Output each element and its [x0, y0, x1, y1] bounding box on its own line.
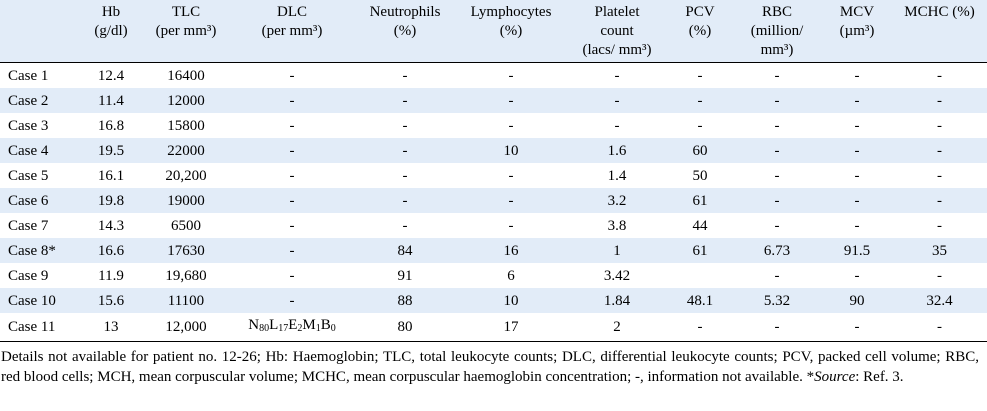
- dlc-formula-subscript: 2: [297, 323, 303, 334]
- table-cell: -: [230, 213, 354, 238]
- column-header-line: DLC: [277, 4, 307, 20]
- table-cell: -: [456, 163, 566, 188]
- column-header-line: [2, 22, 78, 41]
- table-cell: -: [822, 113, 892, 138]
- dlc-formula-letter: N: [248, 317, 260, 333]
- table-cell: -: [456, 213, 566, 238]
- table-cell: -: [822, 88, 892, 113]
- column-header-line: Lymphocytes: [470, 4, 552, 20]
- table-cell: -: [354, 138, 456, 163]
- table-cell: 12,000: [142, 313, 230, 342]
- table-header-row: [0, 0, 987, 63]
- table-cell: -: [892, 213, 987, 238]
- table-cell: 16: [456, 238, 566, 263]
- table-row: [0, 113, 987, 138]
- column-header-line: [458, 41, 564, 60]
- table-cell: 61: [668, 238, 732, 263]
- dlc-formula-subscript: 1: [315, 323, 321, 334]
- table-row: [0, 288, 987, 313]
- table-cell: 60: [668, 138, 732, 163]
- table-cell: 3.42: [566, 263, 668, 288]
- table-cell: -: [230, 138, 354, 163]
- column-header-line: (%): [393, 23, 417, 39]
- dlc-formula-letter: E: [288, 317, 298, 333]
- table-cell: -: [230, 188, 354, 213]
- table-cell: 19.5: [80, 138, 142, 163]
- table-cell: 3.2: [566, 188, 668, 213]
- table-cell: 16.6: [80, 238, 142, 263]
- case-label: Case 9: [0, 263, 80, 288]
- column-header: [230, 0, 354, 63]
- table-cell: 19.8: [80, 188, 142, 213]
- table-cell: -: [230, 288, 354, 313]
- table-cell: -: [354, 188, 456, 213]
- case-label: Case 3: [0, 113, 80, 138]
- table-cell: 6: [456, 263, 566, 288]
- column-header-line: Neutrophils: [369, 4, 441, 20]
- table-cell: 1.84: [566, 288, 668, 313]
- column-header-line: [670, 41, 730, 60]
- table-cell: 14.3: [80, 213, 142, 238]
- table-cell: -: [732, 88, 822, 113]
- table-cell: -: [732, 63, 822, 89]
- table-cell: -: [668, 313, 732, 342]
- table-cell: -: [668, 88, 732, 113]
- table-cell: 17630: [142, 238, 230, 263]
- column-header-line: (per mm³): [261, 23, 323, 39]
- table-cell: 48.1: [668, 288, 732, 313]
- table-cell: 10: [456, 288, 566, 313]
- column-header-line: count: [600, 23, 634, 39]
- table-cell: -: [732, 163, 822, 188]
- table-cell: 10: [456, 138, 566, 163]
- table-cell: 19000: [142, 188, 230, 213]
- case-label: Case 8*: [0, 238, 80, 263]
- table-cell: 13: [80, 313, 142, 342]
- table-cell: 16400: [142, 63, 230, 89]
- table-cell: -: [892, 113, 987, 138]
- column-header-line: (per mm³): [155, 23, 217, 39]
- case-label: Case 7: [0, 213, 80, 238]
- table-cell: -: [732, 188, 822, 213]
- table-cell: -: [732, 213, 822, 238]
- table-cell: -: [354, 113, 456, 138]
- table-cell: 17: [456, 313, 566, 342]
- table-cell: -: [456, 63, 566, 89]
- table-cell: 80: [354, 313, 456, 342]
- table-cell: 22000: [142, 138, 230, 163]
- table-cell: 1.6: [566, 138, 668, 163]
- column-header-line: [824, 41, 890, 60]
- dlc-formula-subscript: 80: [259, 323, 270, 334]
- dlc-formula-subscript: 0: [330, 323, 336, 334]
- table-cell: 44: [668, 213, 732, 238]
- table-cell: -: [230, 63, 354, 89]
- column-header: [354, 0, 456, 63]
- table-cell: -: [822, 188, 892, 213]
- table-body: [0, 63, 987, 342]
- table-cell: 84: [354, 238, 456, 263]
- table-cell: 3.8: [566, 213, 668, 238]
- table-cell: 1: [566, 238, 668, 263]
- column-header-line: TLC: [171, 4, 201, 20]
- table-cell: 11.4: [80, 88, 142, 113]
- table-cell: -: [230, 263, 354, 288]
- table-cell: 20,200: [142, 163, 230, 188]
- table-cell: -: [822, 138, 892, 163]
- table-row: [0, 188, 987, 213]
- column-header-line: PCV: [685, 4, 715, 20]
- table-cell: -: [456, 113, 566, 138]
- table-cell: -: [354, 163, 456, 188]
- dlc-formula-letter: B: [320, 317, 331, 333]
- table-cell: -: [354, 63, 456, 89]
- table-cell: -: [668, 113, 732, 138]
- table-row: [0, 138, 987, 163]
- case-label: Case 6: [0, 188, 80, 213]
- footnote-text: Details not available for patient no. 12-26; Hb: Haemoglobin; TLC, total leukocyte counts; DLC, differential leukocyte counts; PCV, packed cell volume; RBC, red blood cells; MCH, mean corpuscular volume; MCHC, mean corpuscular haemoglobin concentration; -, information not available. *: [1, 349, 979, 385]
- column-header-line: [82, 41, 140, 60]
- column-header: [892, 0, 987, 63]
- case-label: Case 11: [0, 313, 80, 342]
- table-cell: 11100: [142, 288, 230, 313]
- column-header-line: (%): [499, 23, 523, 39]
- table-cell: -: [892, 88, 987, 113]
- column-header: [732, 0, 822, 63]
- table-cell: -: [732, 138, 822, 163]
- dlc-formula-cell: [230, 313, 354, 342]
- table-row: [0, 213, 987, 238]
- column-header-line: (lacs/ mm³): [582, 42, 652, 58]
- table-cell: -: [892, 313, 987, 342]
- table-cell: -: [892, 188, 987, 213]
- table-cell: 6500: [142, 213, 230, 238]
- table-cell: 19,680: [142, 263, 230, 288]
- column-header: [822, 0, 892, 63]
- column-header-line: (µm³): [839, 23, 875, 39]
- table-cell: -: [456, 88, 566, 113]
- footnote-source-ref: : Ref. 3.: [855, 369, 904, 385]
- table-cell: 15.6: [80, 288, 142, 313]
- table-row: [0, 263, 987, 288]
- case-label: Case 10: [0, 288, 80, 313]
- table-cell: 61: [668, 188, 732, 213]
- table-cell: -: [732, 313, 822, 342]
- table-cell: -: [892, 63, 987, 89]
- table-cell: -: [566, 88, 668, 113]
- case-label: Case 2: [0, 88, 80, 113]
- column-header: [566, 0, 668, 63]
- table-footnote: [0, 342, 987, 387]
- table-cell: 11.9: [80, 263, 142, 288]
- table-cell: 12.4: [80, 63, 142, 89]
- table-cell: 2: [566, 313, 668, 342]
- table-cell: -: [732, 113, 822, 138]
- column-header: [0, 0, 80, 63]
- table-cell: -: [892, 138, 987, 163]
- table-cell: 91.5: [822, 238, 892, 263]
- dlc-formula-subscript: 17: [278, 323, 289, 334]
- case-label: Case 1: [0, 63, 80, 89]
- table-cell: -: [822, 263, 892, 288]
- column-header-line: [232, 41, 352, 60]
- table-cell: 90: [822, 288, 892, 313]
- column-header-line: (million/: [750, 23, 804, 39]
- table-cell: 1.4: [566, 163, 668, 188]
- column-header: [142, 0, 230, 63]
- column-header-line: mm³): [760, 42, 794, 58]
- table-cell: 16.8: [80, 113, 142, 138]
- table-cell: -: [230, 113, 354, 138]
- column-header-line: [2, 41, 78, 60]
- dlc-formula-letter: M: [302, 317, 316, 333]
- table-cell: -: [822, 63, 892, 89]
- table-cell: -: [892, 263, 987, 288]
- table-cell: -: [566, 113, 668, 138]
- table-cell: 50: [668, 163, 732, 188]
- table-cell: -: [822, 213, 892, 238]
- table-cell: -: [732, 263, 822, 288]
- column-header: [668, 0, 732, 63]
- footnote-source-label: Source: [814, 369, 856, 385]
- column-header-line: [2, 3, 78, 22]
- table-row: [0, 63, 987, 89]
- column-header-line: Hb: [101, 4, 121, 20]
- table-cell: -: [566, 63, 668, 89]
- column-header-line: (g/dl): [94, 23, 128, 39]
- column-header-line: RBC: [761, 4, 792, 20]
- column-header-line: MCV: [839, 4, 875, 20]
- table-cell: 32.4: [892, 288, 987, 313]
- table-cell: -: [822, 163, 892, 188]
- column-header-line: [894, 22, 985, 41]
- table-cell: 15800: [142, 113, 230, 138]
- table-cell: -: [354, 213, 456, 238]
- case-label: Case 4: [0, 138, 80, 163]
- column-header-line: (%): [688, 23, 712, 39]
- table-cell: -: [230, 88, 354, 113]
- table-cell: 6.73: [732, 238, 822, 263]
- case-label: Case 5: [0, 163, 80, 188]
- table-cell: -: [892, 163, 987, 188]
- table-row: [0, 88, 987, 113]
- table-cell: 88: [354, 288, 456, 313]
- table-cell: [668, 263, 732, 288]
- table-cell: -: [230, 163, 354, 188]
- table-row: [0, 313, 987, 342]
- table-row: [0, 163, 987, 188]
- dlc-formula-letter: L: [269, 317, 279, 333]
- table-cell: 35: [892, 238, 987, 263]
- table-cell: 5.32: [732, 288, 822, 313]
- column-header-line: [144, 41, 228, 60]
- table-cell: -: [822, 313, 892, 342]
- column-header: [456, 0, 566, 63]
- column-header-line: MCHC (%): [904, 4, 975, 20]
- table-cell: -: [354, 88, 456, 113]
- table-cell: -: [456, 188, 566, 213]
- table-row: [0, 238, 987, 263]
- column-header-line: Platelet: [594, 4, 640, 20]
- table-cell: 91: [354, 263, 456, 288]
- column-header-line: [356, 41, 454, 60]
- table-cell: 16.1: [80, 163, 142, 188]
- table-cell: 12000: [142, 88, 230, 113]
- column-header-line: [894, 41, 985, 60]
- table-cell: -: [230, 238, 354, 263]
- column-header: [80, 0, 142, 63]
- table-cell: -: [668, 63, 732, 89]
